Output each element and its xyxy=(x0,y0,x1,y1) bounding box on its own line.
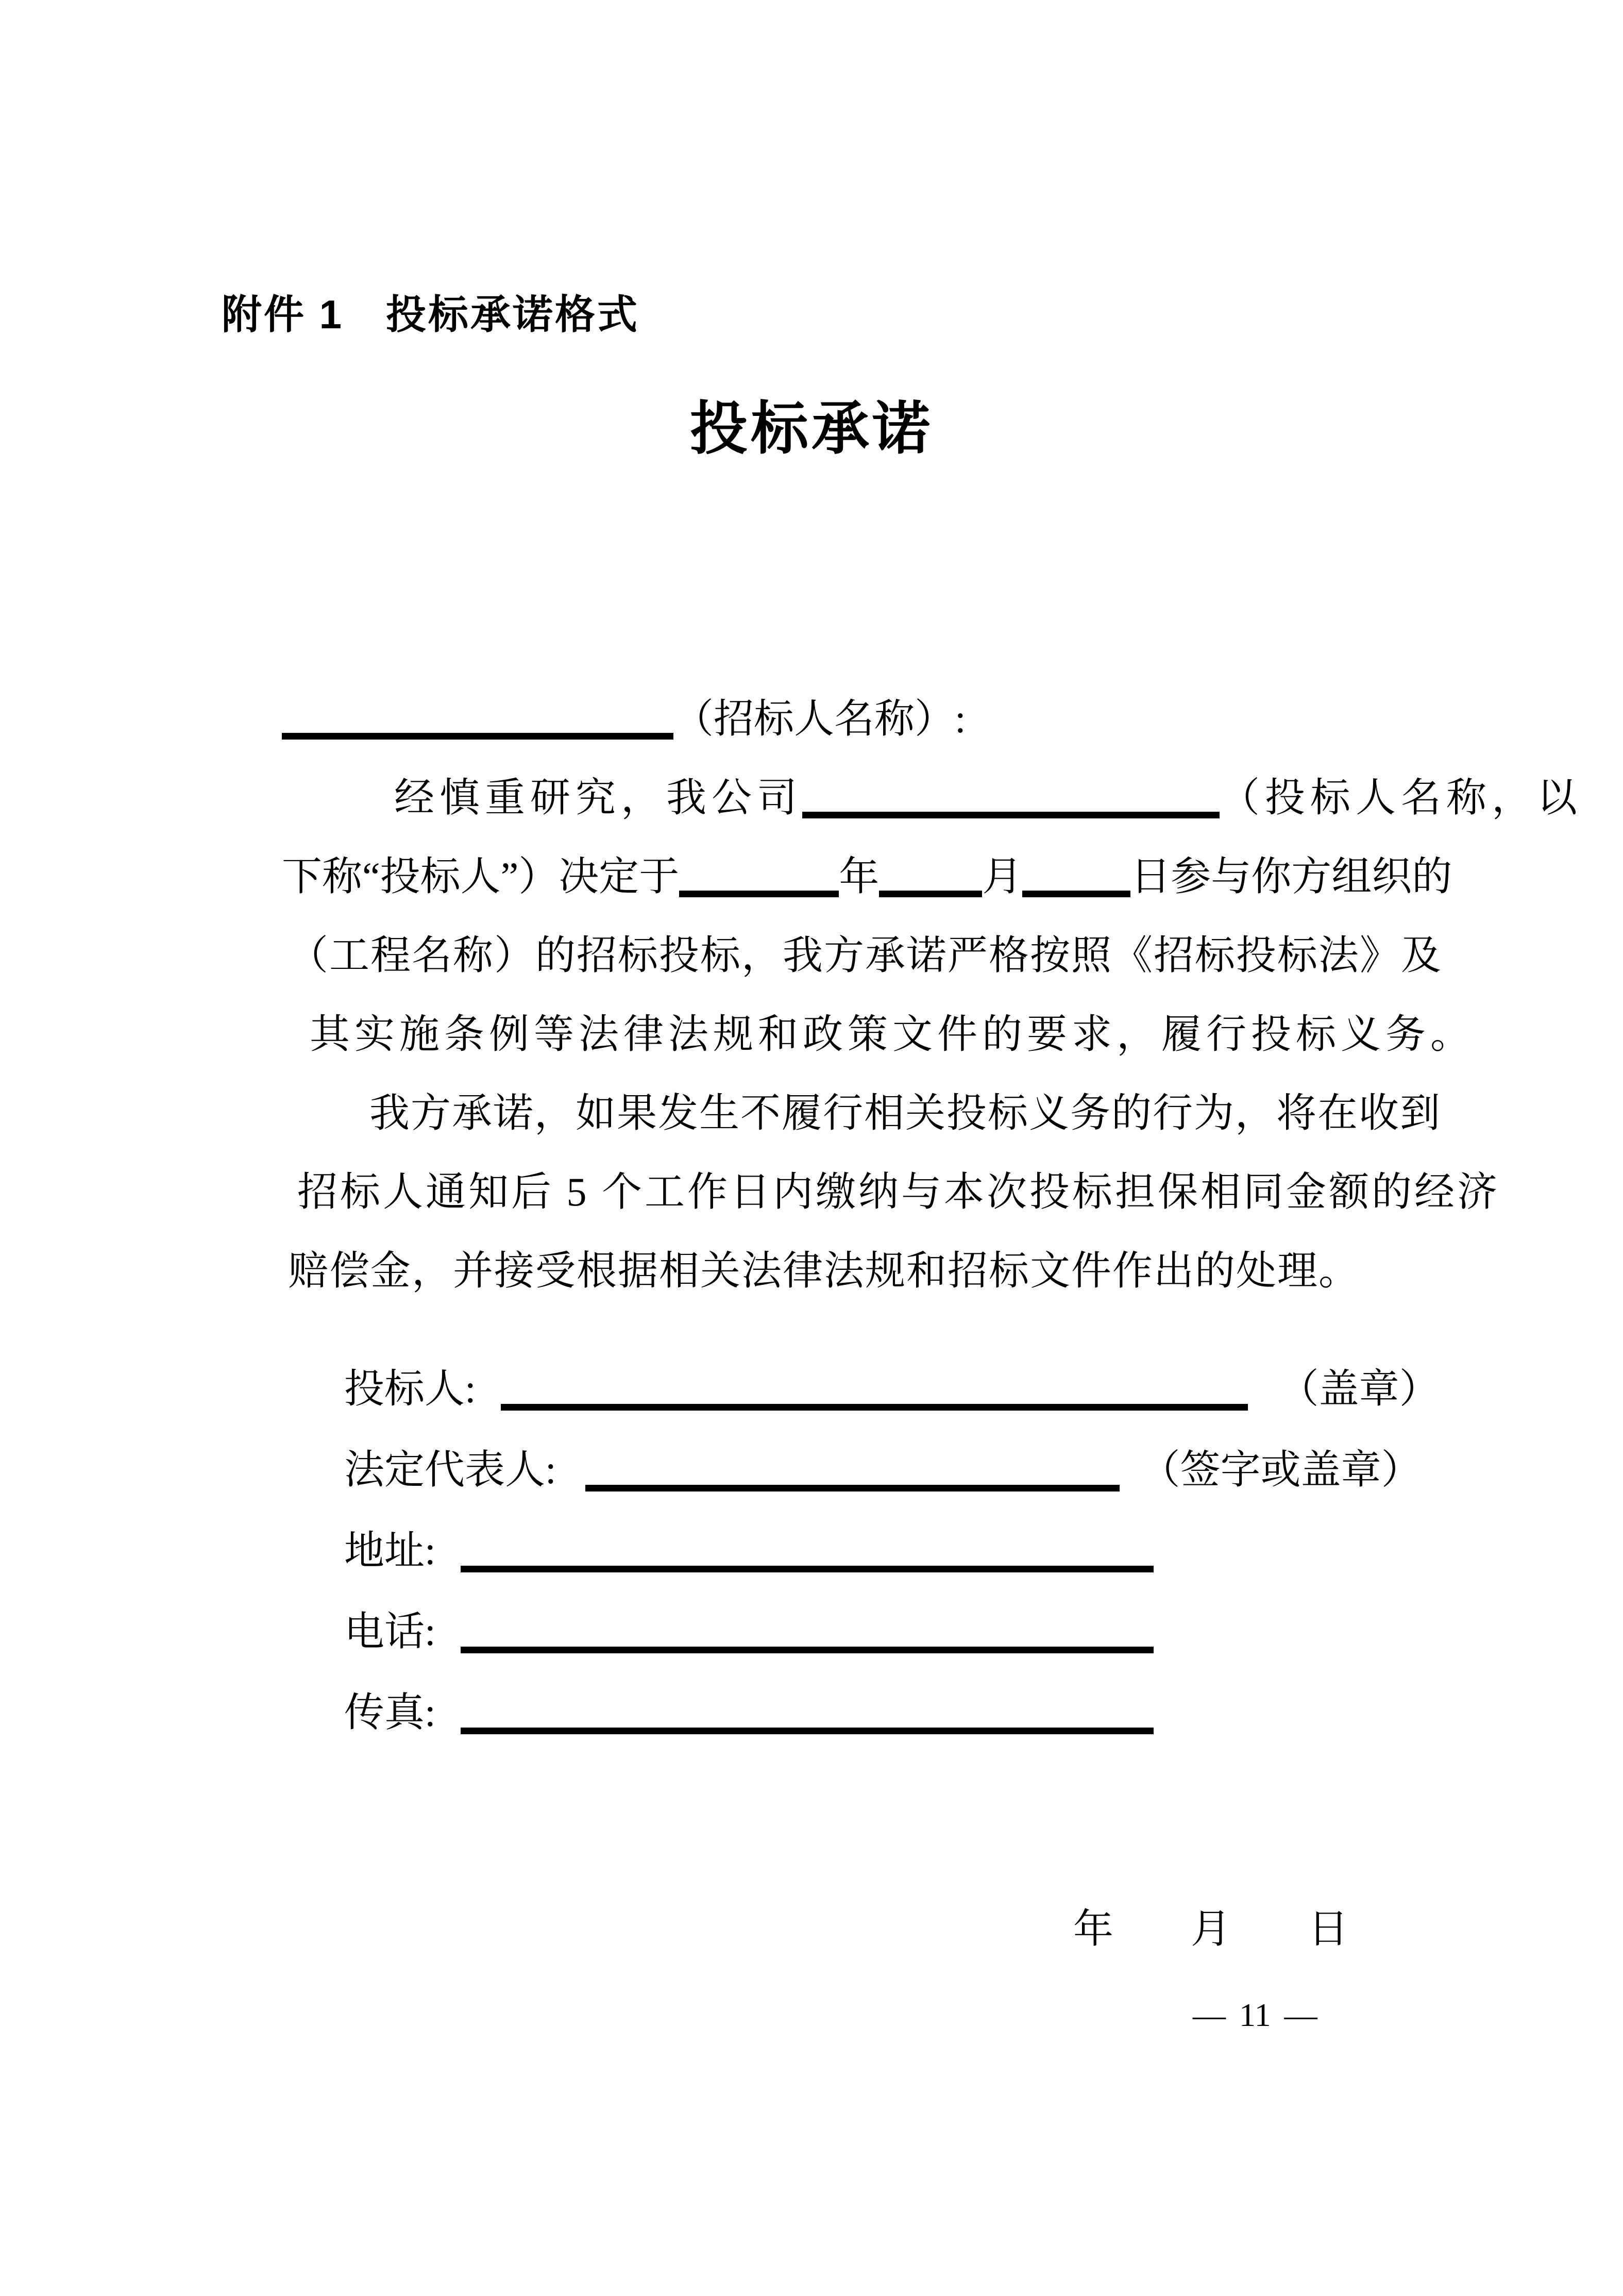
line-text: （招标人名称）: xyxy=(673,696,966,741)
line-text: 经慎重研究，我公司 xyxy=(394,775,803,820)
sign-or-seal-note: （签字或盖章） xyxy=(1140,1447,1422,1492)
date-month-label: 月 xyxy=(1191,1906,1231,1951)
line-text: （工程名称）的招标投标，我方承诺严格按照《招标投标法》及 xyxy=(288,933,1443,978)
address-label: 地址: xyxy=(344,1528,436,1573)
paragraph-line-1 xyxy=(222,600,1417,741)
seal-note: （盖章） xyxy=(1278,1366,1440,1411)
line-text: 我方承诺，如果发生不履行相关投标义务的行为，将在收到 xyxy=(369,1091,1442,1135)
line-text: 赔偿金，并接受根据相关法律法规和招标文件作出的处理。 xyxy=(288,1248,1360,1293)
fill-in-blank-fax xyxy=(461,1728,1154,1734)
date-year-label: 年 xyxy=(1073,1906,1114,1951)
fill-in-blank-month xyxy=(879,891,982,897)
fill-in-blank-day xyxy=(1022,891,1130,897)
signature-row-fax xyxy=(304,1643,1154,1782)
line-text: 其实施条例等法律法规和政策文件的要求，履行投标义务。 xyxy=(310,1012,1476,1057)
legal-rep-label: 法定代表人: xyxy=(344,1447,556,1492)
line-text: 日参与你方组织的 xyxy=(1130,854,1452,899)
line-text: 月 xyxy=(982,854,1023,899)
fill-in-blank-year xyxy=(679,891,839,897)
date-day-label: 日 xyxy=(1308,1906,1349,1951)
fax-label: 传真: xyxy=(344,1690,436,1735)
line-text: 年 xyxy=(839,854,880,899)
line-text: 下称“投标人”）决定于 xyxy=(282,854,680,899)
document-title: 投标承诺 xyxy=(690,397,933,461)
phone-label: 电话: xyxy=(344,1609,436,1654)
attachment-heading: 附件 1 投标承诺格式 xyxy=(222,292,640,337)
body-text xyxy=(222,600,1583,1293)
page-number: — 11 — xyxy=(1193,1997,1317,2033)
line-text: 招标人通知后 5 个工作日内缴纳与本次投标担保相同金额的经济 xyxy=(297,1169,1500,1214)
fill-in-blank-tenderer-name xyxy=(282,733,673,740)
date-line xyxy=(1033,1859,1348,1999)
fill-in-blank-bidder-name xyxy=(802,812,1220,818)
bidder-label: 投标人: xyxy=(344,1366,476,1411)
line-text: （投标人名称，以 xyxy=(1220,775,1583,820)
